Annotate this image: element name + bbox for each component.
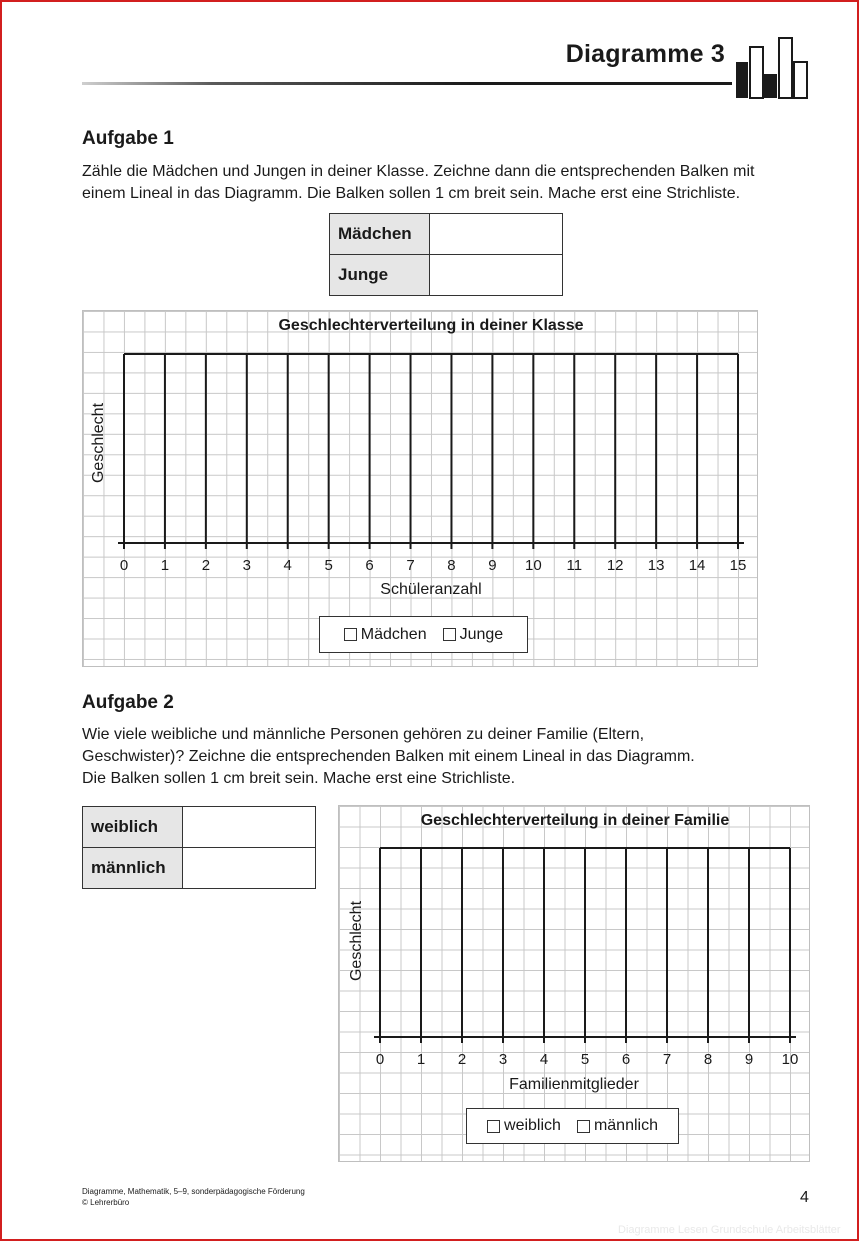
tally-entry[interactable] — [430, 255, 563, 296]
footer-line: Diagramme, Mathematik, 5–9, sonderpädagogische Förderung — [82, 1187, 305, 1196]
x-tick-label: 0 — [375, 1051, 385, 1068]
x-axis-label: Schüleranzahl — [380, 581, 482, 598]
checkbox-icon[interactable] — [577, 1120, 590, 1133]
task1-line: einem Lineal in das Diagramm. Die Balken sollen 1 cm breit sein. Mache erst eine Strichliste. — [82, 185, 741, 202]
tally-row — [330, 255, 563, 296]
tally-label: Mädchen — [330, 214, 430, 255]
tally-entry[interactable] — [183, 807, 316, 848]
task2-instructions — [82, 724, 695, 790]
footer-credits — [82, 1186, 305, 1208]
y-axis-label: Geschlecht — [90, 402, 107, 484]
tally-label: männlich — [83, 848, 183, 889]
x-tick-label: 15 — [729, 557, 747, 574]
x-tick-label: 8 — [447, 557, 456, 574]
x-tick-label: 10 — [524, 557, 542, 574]
page-number: 4 — [800, 1189, 809, 1206]
chart-title: Geschlechterverteilung in deiner Klasse — [278, 317, 584, 334]
legend-label: weiblich — [504, 1117, 561, 1134]
x-tick-label: 3 — [498, 1051, 508, 1068]
x-tick-label: 2 — [201, 557, 211, 574]
title-rule — [82, 82, 732, 85]
legend-label: männlich — [593, 1117, 658, 1134]
task1-heading: Aufgabe 1 — [82, 128, 174, 149]
x-tick-label: 7 — [406, 557, 415, 574]
legend-item-weiblich[interactable] — [487, 1117, 561, 1135]
x-tick-label: 11 — [566, 557, 583, 574]
x-tick-label: 7 — [662, 1051, 672, 1068]
bar-chart-icon — [733, 36, 813, 100]
tally-entry[interactable] — [183, 848, 316, 889]
legend-item-junge[interactable] — [443, 626, 504, 644]
watermark: Diagramme Lesen Grundschule Arbeitsblätter — [618, 1224, 841, 1236]
tally-row — [83, 848, 316, 889]
task2-line: Die Balken sollen 1 cm breit sein. Mache erst eine Strichliste. — [82, 770, 516, 787]
x-tick-label: 6 — [621, 1051, 631, 1068]
class-bar-chart — [83, 311, 759, 668]
x-tick-label: 13 — [647, 557, 665, 574]
x-axis-label: Familienmitglieder — [509, 1076, 639, 1093]
x-tick-label: 6 — [365, 557, 374, 574]
class-chart-legend — [319, 616, 528, 653]
task2-line: Wie viele weibliche und männliche Personen gehören zu deiner Familie (Eltern, — [82, 726, 645, 743]
task1-instructions — [82, 161, 754, 205]
x-tick-label: 12 — [606, 557, 624, 574]
tally-table-class — [329, 213, 563, 296]
x-tick-label: 1 — [416, 1051, 426, 1068]
x-tick-label: 9 — [488, 557, 497, 574]
checkbox-icon[interactable] — [443, 628, 456, 641]
x-tick-label: 2 — [457, 1051, 467, 1068]
x-tick-label: 3 — [242, 557, 251, 574]
x-tick-label: 4 — [283, 557, 292, 574]
legend-label: Junge — [459, 625, 504, 643]
class-chart-panel — [82, 310, 758, 667]
footer-line: © Lehrerbüro — [82, 1198, 130, 1207]
task2-heading: Aufgabe 2 — [82, 692, 174, 713]
y-axis-label: Geschlecht — [348, 900, 365, 982]
tally-table-family — [82, 806, 316, 889]
x-tick-label: 8 — [703, 1051, 713, 1068]
task2-line: Geschwister)? Zeichne die entsprechenden Balken mit einem Lineal in das Diagramm. — [82, 748, 695, 765]
x-tick-label: 4 — [539, 1051, 549, 1068]
tally-row — [83, 807, 316, 848]
family-chart-legend — [466, 1108, 679, 1144]
x-tick-label: 0 — [119, 557, 129, 574]
legend-item-maennlich[interactable] — [577, 1117, 658, 1135]
task1-line: Zähle die Mädchen und Jungen in deiner Klasse. Zeichne dann die entsprechenden Balken mit — [82, 163, 755, 180]
tally-row — [330, 214, 563, 255]
x-tick-label: 1 — [160, 557, 170, 574]
page-title: Diagramme 3 — [565, 40, 725, 68]
tally-label: Junge — [330, 255, 430, 296]
legend-item-maedchen[interactable] — [344, 626, 427, 644]
checkbox-icon[interactable] — [487, 1120, 500, 1133]
tally-label: weiblich — [83, 807, 183, 848]
x-tick-label: 10 — [781, 1051, 799, 1068]
legend-label: Mädchen — [360, 625, 427, 643]
x-tick-label: 9 — [744, 1051, 754, 1068]
chart-title: Geschlechterverteilung in deiner Familie — [420, 812, 730, 829]
x-tick-label: 14 — [688, 557, 706, 574]
tally-entry[interactable] — [430, 214, 563, 255]
checkbox-icon[interactable] — [344, 628, 357, 641]
x-tick-label: 5 — [580, 1051, 590, 1068]
x-tick-label: 5 — [324, 557, 333, 574]
